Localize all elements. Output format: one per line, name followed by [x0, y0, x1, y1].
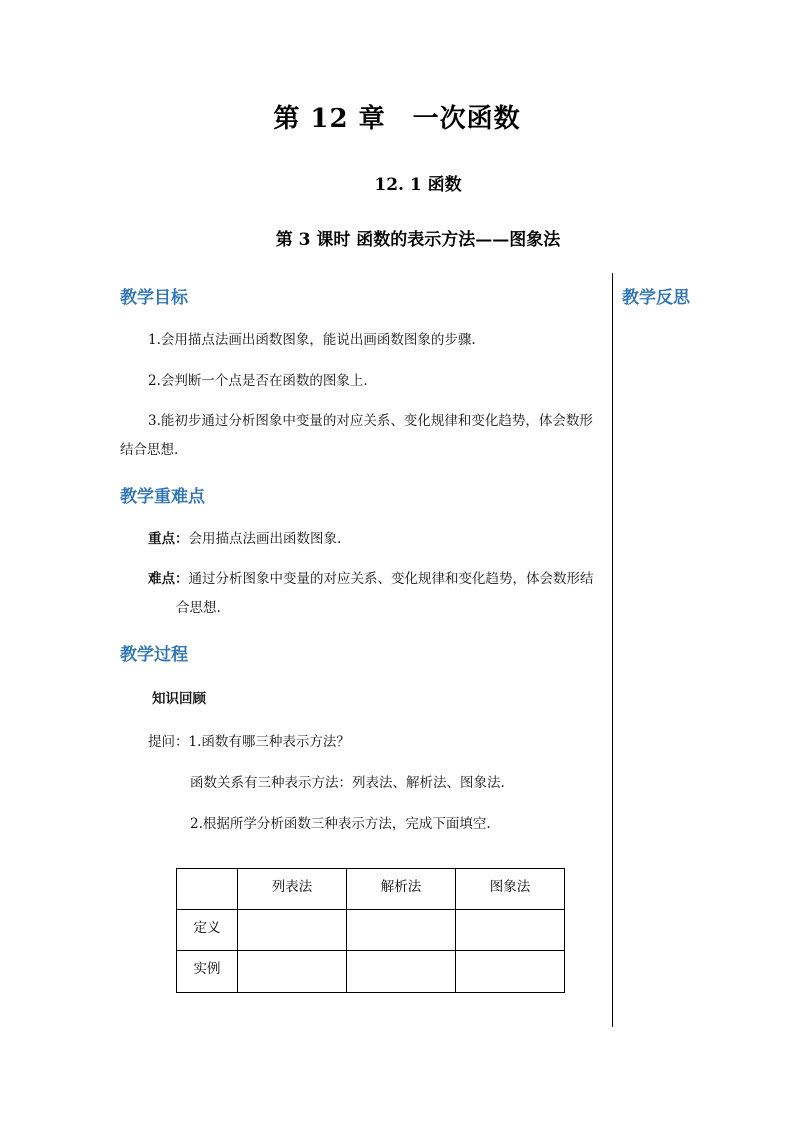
table-cell[interactable]	[238, 910, 347, 951]
review-subheading: 知识回顾	[152, 691, 206, 707]
table-row	[177, 951, 565, 993]
focus-label: 重点：	[148, 531, 189, 547]
column-divider	[612, 273, 613, 1027]
table-row-label: 实例	[177, 951, 238, 993]
table-cell[interactable]	[456, 910, 565, 951]
question-2: 2.根据所学分析函数三种表示方法，完成下面填空.	[190, 816, 491, 832]
question-label: 提问：	[148, 734, 189, 750]
difficulty-text: 通过分析图象中变量的对应关系、变化规律和变化趋势，体会数形结	[188, 571, 594, 587]
answer-1: 函数关系有三种表示方法：列表法、解析法、图象法.	[190, 775, 505, 791]
question-1-line	[148, 728, 350, 756]
table-cell[interactable]	[347, 951, 456, 993]
table-header-cell: 解析法	[347, 869, 456, 910]
table-header-cell	[177, 869, 238, 910]
process-heading: 教学过程	[120, 645, 188, 665]
section-title: 12. 1 函数	[374, 175, 462, 195]
table-cell[interactable]	[347, 910, 456, 951]
table-header-row	[177, 869, 565, 910]
objectives-heading: 教学目标	[120, 288, 188, 308]
reflection-heading: 教学反思	[622, 288, 690, 308]
table-header-cell: 列表法	[238, 869, 347, 910]
focus-line	[148, 525, 341, 553]
question-1: 1.函数有哪三种表示方法？	[188, 734, 350, 750]
difficulty-label: 难点：	[148, 571, 189, 587]
difficulty-line	[148, 565, 594, 593]
objective-item-3-cont: 结合思想.	[120, 442, 179, 458]
table-header-cell: 图象法	[456, 869, 565, 910]
table-row	[177, 910, 565, 951]
table-cell[interactable]	[456, 951, 565, 993]
focus-text: 会用描点法画出函数图象.	[188, 531, 342, 547]
representation-table	[176, 868, 565, 993]
table-row-label: 定义	[177, 910, 238, 951]
objective-item-1: 1.会用描点法画出函数图象，能说出画函数图象的步骤.	[148, 332, 476, 348]
key-points-heading: 教学重难点	[120, 487, 205, 507]
chapter-title: 第 12 章 一次函数	[273, 104, 521, 134]
objective-item-2: 2.会判断一个点是否在函数的图象上.	[148, 373, 368, 389]
table-cell[interactable]	[238, 951, 347, 993]
difficulty-text-cont: 合思想.	[176, 600, 221, 616]
lesson-title: 第 3 课时 函数的表示方法——图象法	[275, 230, 561, 250]
objective-item-3: 3.能初步通过分析图象中变量的对应关系、变化规律和变化趋势，体会数形	[148, 413, 593, 429]
